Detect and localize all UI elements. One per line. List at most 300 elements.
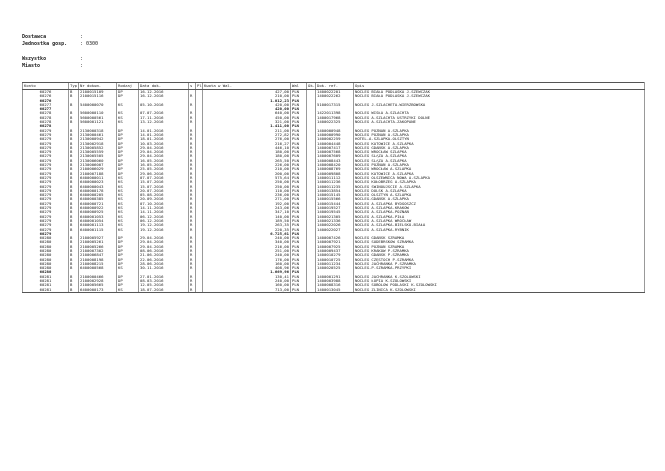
miasto-value: :	[80, 63, 84, 69]
cell-rodz: DP	[117, 129, 139, 133]
cell-s: R	[189, 283, 196, 287]
wszystko-label: Wszystko	[22, 56, 47, 62]
cell-s: R	[189, 189, 196, 193]
cell-wal: PLN	[291, 146, 307, 150]
cell-kwota: 220,35	[203, 228, 291, 232]
cell-nr: 6400000173	[79, 288, 117, 293]
cell-typ: B	[69, 150, 79, 154]
cell-nr: 2100015109	[79, 90, 117, 95]
cell-ref: 1400004448	[316, 142, 354, 146]
cell-wal: PLN	[291, 103, 307, 107]
cell-nr: 5400000070	[79, 103, 117, 107]
cell-opis: NOCLEG-P.SZRAMKA-PRZYPKI	[354, 266, 645, 270]
cell-ref: 1400011112	[316, 176, 354, 180]
cell-opis: NOCLEG A.SZLAPKA-PIŁA	[354, 215, 645, 219]
cell-kwota: 240,00	[203, 236, 291, 240]
cell-kwota: 420,00	[203, 107, 291, 111]
cell-data: 25.05.2016	[139, 167, 189, 171]
cell-wal: PLN	[291, 150, 307, 154]
cell-wal: PLN	[291, 137, 307, 141]
cell-data: 27.01.2016	[139, 275, 189, 279]
cell-wal: PLN	[291, 223, 307, 227]
cell-s: R	[189, 111, 196, 115]
cell-ref: 1400009808	[316, 172, 354, 176]
cell-data: 20.07.2016	[139, 189, 189, 193]
cell-ref: 1400021305	[316, 215, 354, 219]
cell-ref: 1400008420	[316, 163, 354, 167]
cell-konto: 60279	[23, 219, 69, 223]
cell-rodz: DP	[117, 154, 139, 158]
cell-data: 29.04.2016	[139, 245, 189, 249]
cell-data: 19.12.2016	[139, 228, 189, 232]
cell-ref: 1400010725	[316, 258, 354, 262]
col-nr: Nr dokum.	[79, 83, 117, 90]
wszystko-value: :	[80, 56, 84, 62]
cell-rodz: DP	[117, 94, 139, 98]
cell-opis: NOCLEG SUDEBRSKÓW SZRAMKA	[354, 240, 645, 244]
cell-kwota: 160,00	[203, 283, 291, 287]
table-header-row	[23, 83, 645, 90]
cell-kwota: 210,00	[203, 94, 291, 98]
cell-wal: PLN	[291, 193, 307, 197]
cell-data: 16.05.2016	[139, 159, 189, 163]
cell-opis: NOCLEG KRAKÓW P.SZRAMKA	[354, 249, 645, 253]
cell-opis: NOCLEG KATOWICE A.SZLAPKA	[354, 172, 645, 176]
cell-kwota: 176,00	[203, 258, 291, 262]
cell-ref: 1400019545	[316, 210, 354, 214]
cell-wal: PLN	[291, 197, 307, 201]
cell-wal: PLN	[291, 245, 307, 249]
col-data: Data dok.	[139, 83, 189, 90]
cell-data: 29.04.2016	[139, 236, 189, 240]
cell-wal: PLN	[291, 163, 307, 167]
cell-rodz: DP	[117, 245, 139, 249]
cell-konto: 60281	[23, 279, 69, 283]
cell-rodz: KS	[117, 193, 139, 197]
cell-ref: 1400022262	[316, 94, 354, 98]
cell-kwota: 321,00	[203, 120, 291, 124]
cell-kwota: 210,00	[203, 167, 291, 171]
cell-konto: 60280	[23, 262, 69, 266]
cell-opis: NOCLEG A.SZLAPKA-POZNAŃ	[354, 210, 645, 214]
cell-konto: 60280	[23, 258, 69, 262]
cell-wal: PLN	[291, 111, 307, 115]
cell-opis: NOCLEG GDAŃSK P.SZRAMKA	[354, 253, 645, 257]
cell-nr: 6400001115	[79, 228, 117, 232]
cell-s: R	[189, 133, 196, 137]
cell-rodz: KS	[117, 103, 139, 107]
cell-konto: 60279	[23, 197, 69, 201]
cell-typ: B	[69, 197, 79, 201]
cell-typ: B	[69, 172, 79, 176]
cell-ref: 1400007426	[316, 236, 354, 240]
cell-kwota: 276,00	[203, 137, 291, 141]
cell-konto: 60279	[23, 180, 69, 184]
cell-s: R	[189, 167, 196, 171]
cell-nr: 2100005927	[79, 236, 117, 240]
cell-typ: B	[69, 283, 79, 287]
cell-rodz: KS	[117, 210, 139, 214]
cell-opis: HOTEL-A.SZLAPKA-OLSZTYN	[354, 137, 645, 141]
cell-ref: 1400007417	[316, 146, 354, 150]
cell-rodz: KS	[117, 219, 139, 223]
cell-kwota: 180,00	[203, 150, 291, 154]
cell-typ: B	[69, 146, 79, 150]
cell-ref: 1400002259	[316, 137, 354, 141]
cell-data: 29.04.2016	[139, 154, 189, 158]
cell-rodz: KS	[117, 116, 139, 120]
cell-data: 16.05.2016	[139, 163, 189, 167]
cell-data: 06.12.2016	[139, 219, 189, 223]
cell-rodz: DP	[117, 240, 139, 244]
cell-konto: 60279	[23, 189, 69, 193]
cell-wal: PLN	[291, 142, 307, 146]
cell-ref: 1400011235	[316, 185, 354, 189]
cell-nr: 5600000561	[79, 116, 117, 120]
cell-wal: PLN	[291, 288, 307, 293]
cell-wal: PLN	[291, 206, 307, 210]
cell-kwota: 180,00	[203, 154, 291, 158]
cell-s: R	[189, 253, 196, 257]
cell-ref: 1400022026	[316, 223, 354, 227]
cell-konto: 60277	[23, 103, 69, 107]
cell-typ: B	[69, 215, 79, 219]
cell-wal: PLN	[291, 266, 307, 270]
cell-kwota: 189,50	[203, 219, 291, 223]
cell-konto: 60280	[23, 266, 69, 270]
cell-opis: NOCLEG DOLSK A.SZLAPKA	[354, 189, 645, 193]
cell-opis: NOCLEG CZĘSTOCH P.SZRAMKA	[354, 258, 645, 262]
cell-kwota: 216,27	[203, 142, 291, 146]
cell-kwota: 192,00	[203, 202, 291, 206]
cell-nr: 2130000942	[79, 137, 117, 141]
cell-s: R	[189, 210, 196, 214]
cell-nr: 2130005852	[79, 146, 117, 150]
cell-ref: 1400015145	[316, 193, 354, 197]
cell-s: R	[189, 94, 196, 98]
cell-opis: NOCLEG A.SZLAPKA-RYBNIK	[354, 228, 645, 232]
cell-kwota: 211,00	[203, 129, 291, 133]
cell-wal: PLN	[291, 94, 307, 98]
cell-nr: 2130006060	[79, 159, 117, 163]
cell-kwota: 446,10	[203, 146, 291, 150]
cell-s: R	[189, 249, 196, 253]
cell-data: 16.12.2016	[139, 90, 189, 95]
cell-konto: 60279	[23, 210, 69, 214]
cell-s: R	[189, 142, 196, 146]
cell-wal: PLN	[291, 228, 307, 232]
cell-opis: NOCLEG JACHRANKA P.SZRAMKA	[354, 262, 645, 266]
cell-opis: NOCLEG GDAŃSK SZRAMKA	[354, 236, 645, 240]
cell-data: 20.09.2016	[139, 197, 189, 201]
cell-nr: 5600000110	[79, 111, 117, 115]
cell-rodz: KS	[117, 202, 139, 206]
cell-rodz: DP	[117, 137, 139, 141]
cell-s: R	[189, 154, 196, 158]
cell-rodz: DP	[117, 172, 139, 176]
cell-kwota: 713,00	[203, 288, 291, 293]
cell-konto: 60279	[23, 172, 69, 176]
col-typ: Typ	[70, 82, 78, 88]
cell-rodz: DP	[117, 283, 139, 287]
col-wal: Wal	[291, 83, 307, 90]
cell-typ: B	[69, 176, 79, 180]
cell-wal: PLN	[291, 185, 307, 189]
cell-data: 30.11.2016	[139, 266, 189, 270]
cell-ref: 1400009437	[316, 249, 354, 253]
cell-ref: 1422011398	[316, 111, 354, 115]
cell-s: R	[189, 275, 196, 279]
cell-rodz: DP	[117, 275, 139, 279]
cell-kwota: 1.012,23	[203, 99, 291, 103]
cell-rodz: DP	[117, 90, 139, 95]
cell-typ: B	[69, 206, 79, 210]
col-rodzaj: Rodzaj	[117, 83, 139, 90]
cell-typ: B	[69, 223, 79, 227]
cell-ref: 1400015566	[316, 197, 354, 201]
cell-data: 07.07.2016	[139, 111, 189, 115]
cell-opis: NOCLEG WISŁA A.SZLACHTA	[354, 111, 645, 115]
cell-s: R	[189, 262, 196, 266]
col-konto: Konto	[23, 83, 69, 90]
cell-kwota: 265,50	[203, 159, 291, 163]
cell-data: 14.11.2016	[139, 206, 189, 210]
col-opis: Opis	[354, 83, 645, 90]
cell-opis: NOCLEG WROCŁAW A.SZLAPKA	[354, 167, 645, 171]
cell-konto: 60278	[23, 124, 69, 128]
cell-kwota: 251,00	[203, 249, 291, 253]
cell-data: 15.07.2016	[139, 180, 189, 184]
cell-typ: B	[69, 279, 79, 283]
cell-typ: B	[69, 167, 79, 171]
cell-nr: 2130005505	[79, 154, 117, 158]
col-kwota: Kwota w Wal.	[203, 83, 291, 90]
cell-ref: 1400008443	[316, 159, 354, 163]
cell-wal: PLN	[291, 270, 307, 274]
cell-kwota: 450,00	[203, 116, 291, 120]
cell-opis: NOCLEG ŁOPIA K.SZOLOWSKI	[354, 279, 645, 283]
cell-s: R	[189, 193, 196, 197]
cell-nr: 2100008215	[79, 262, 117, 266]
cell-konto: 60280	[23, 236, 69, 240]
cell-wal: PLN	[291, 129, 307, 133]
cell-rodz: KS	[117, 266, 139, 270]
cell-opis: NOCLEG A.SZLAPKA-BIELSKO-BIAŁA	[354, 223, 645, 227]
cell-rodz: DP	[117, 133, 139, 137]
cell-s: R	[189, 223, 196, 227]
cell-nr: 6400000011	[79, 176, 117, 180]
cell-konto: 60279	[23, 185, 69, 189]
cell-konto: 60279	[23, 167, 69, 171]
cell-rodz: DP	[117, 236, 139, 240]
cell-konto: 60279	[23, 223, 69, 227]
cell-ref: 1400000990	[316, 133, 354, 137]
cell-rodz: DP	[117, 279, 139, 283]
cell-wal: PLN	[291, 133, 307, 137]
cell-ref: 1400013854	[316, 189, 354, 193]
cell-wal: PLN	[291, 167, 307, 171]
cell-wal: PLN	[291, 99, 307, 103]
cell-kwota: 340,00	[203, 240, 291, 244]
cell-nr: 2100002928	[79, 279, 117, 283]
cell-wal: PLN	[291, 240, 307, 244]
cell-nr: 2100000466	[79, 275, 117, 279]
cell-typ: B	[69, 111, 79, 115]
cell-nr: 2100006847	[79, 253, 117, 257]
cell-data: 05.08.2016	[139, 193, 189, 197]
cell-opis: NOCLEG KATOWICE A.SZLAPKA	[354, 142, 645, 146]
cell-s: R	[189, 236, 196, 240]
cell-s: R	[189, 219, 196, 223]
cell-opis: NOCLEG POZNAŃ A.SZLAPKA	[354, 133, 645, 137]
cell-wal: PLN	[291, 116, 307, 120]
cell-nr: 6400001113	[79, 223, 117, 227]
cell-typ: B	[69, 258, 79, 262]
cell-kwota: 243,06	[203, 206, 291, 210]
cell-rodz: KS	[117, 180, 139, 184]
cell-wal: PLN	[291, 236, 307, 240]
cell-wal: PLN	[291, 159, 307, 163]
cell-typ: B	[69, 137, 79, 141]
cell-ref: 1400017968	[316, 116, 354, 120]
cell-s: R	[189, 176, 196, 180]
cell-typ: B	[69, 202, 79, 206]
cell-data: 07.10.2016	[139, 202, 189, 206]
cell-s: R	[189, 206, 196, 210]
cell-data: 17.11.2016	[139, 116, 189, 120]
cell-nr: 6400000922	[79, 206, 117, 210]
cell-typ: B	[69, 245, 79, 249]
cell-typ: B	[69, 266, 79, 270]
cell-konto: 60279	[23, 129, 69, 133]
cell-s: R	[189, 146, 196, 150]
cell-kwota: 1.411,00	[203, 124, 291, 128]
cell-typ: B	[69, 189, 79, 193]
cell-nr: 2100006029	[79, 167, 117, 171]
cell-konto: 60281	[23, 275, 69, 279]
cell-data: 08.06.2016	[139, 249, 189, 253]
cell-konto: 60276	[23, 99, 69, 103]
cell-opis: NOCLEG POZNAŃ SZRAMKA	[354, 245, 645, 249]
cell-konto: 60276	[23, 94, 69, 98]
cell-wal: PLN	[291, 210, 307, 214]
cell-ref: 1400022325	[316, 120, 354, 124]
cell-nr: 6400000721	[79, 202, 117, 206]
cell-rodz: DP	[117, 146, 139, 150]
cell-wal: PLN	[291, 189, 307, 193]
cell-data: 29.04.2016	[139, 240, 189, 244]
cell-konto: 60281	[23, 283, 69, 287]
cell-kwota: 140,00	[203, 215, 291, 219]
cell-s: R	[189, 258, 196, 262]
cell-kwota: 1.669,96	[203, 270, 291, 274]
cell-nr: 2100005261	[79, 240, 117, 244]
cell-s: R	[189, 240, 196, 244]
cell-ref: 1400007921	[316, 240, 354, 244]
cell-wal: PLN	[291, 279, 307, 283]
cell-data: 14.01.2016	[139, 129, 189, 133]
cell-kwota: 226,00	[203, 163, 291, 167]
cell-wal: PLN	[291, 172, 307, 176]
cell-ref: 1400015444	[316, 202, 354, 206]
cell-typ: B	[69, 185, 79, 189]
ledger-table	[22, 82, 645, 293]
cell-data: 05.10.2016	[139, 103, 189, 107]
cell-typ: B	[69, 253, 79, 257]
cell-rodz: DP	[117, 159, 139, 163]
cell-nr: 2100007188	[79, 172, 117, 176]
cell-data: 19.12.2016	[139, 223, 189, 227]
cell-wal: PLN	[291, 176, 307, 180]
cell-data: 28.06.2016	[139, 262, 189, 266]
cell-ref: 1400008316	[316, 283, 354, 287]
cell-ref: 1400020525	[316, 266, 354, 270]
cell-rodz: KS	[117, 206, 139, 210]
cell-rodz: DP	[117, 163, 139, 167]
cell-ref: 1400011234	[316, 262, 354, 266]
cell-nr: 2100015116	[79, 94, 117, 98]
cell-konto: 60279	[23, 228, 69, 232]
cell-konto: 60279	[23, 202, 69, 206]
cell-wal: PLN	[291, 232, 307, 236]
cell-konto: 60278	[23, 116, 69, 120]
cell-konto: 60280	[23, 249, 69, 253]
cell-nr: 6400000385	[79, 197, 117, 201]
cell-typ: B	[69, 129, 79, 133]
cell-typ: B	[69, 193, 79, 197]
dostawca-label: Dostawca	[22, 34, 47, 40]
cell-rodz: KS	[117, 111, 139, 115]
cell-data: 06.12.2016	[139, 215, 189, 219]
cell-wal: PLN	[291, 258, 307, 262]
cell-data: 18.01.2016	[139, 137, 189, 141]
cell-konto: 60279	[23, 206, 69, 210]
cell-kwota: 130,41	[203, 275, 291, 279]
cell-opis: NOCLEG A.SZLAPKA WROCŁAW	[354, 219, 645, 223]
cell-s: R	[189, 279, 196, 283]
cell-ref: 1400003988	[316, 279, 354, 283]
cell-opis: NOCLEG POZNAŃ A.SZLAPKA	[354, 163, 645, 167]
cell-kwota: 272,82	[203, 133, 291, 137]
cell-s: R	[189, 202, 196, 206]
cell-data: 12.05.2016	[139, 283, 189, 287]
cell-wal: PLN	[291, 215, 307, 219]
cell-ref: 5100017315	[316, 103, 354, 107]
cell-konto: 60279	[23, 159, 69, 163]
cell-data: 15.07.2016	[139, 185, 189, 189]
cell-nr: 2130005559	[79, 150, 117, 154]
cell-typ: B	[69, 249, 79, 253]
cell-typ: B	[69, 236, 79, 240]
cell-kwota: 640,00	[203, 111, 291, 115]
cell-konto: 60279	[23, 232, 69, 236]
cell-konto: 60280	[23, 253, 69, 257]
cell-typ: B	[69, 210, 79, 214]
cell-kwota: 408,96	[203, 266, 291, 270]
cell-rodz: DP	[117, 150, 139, 154]
cell-opis: NOCLEG ŚLĄZA A.SZLAPKA	[354, 154, 645, 158]
cell-rodz: DP	[117, 253, 139, 257]
col-s: s	[189, 83, 196, 90]
cell-data: 13.12.2016	[139, 120, 189, 124]
cell-kwota: 240,00	[203, 279, 291, 283]
cell-rodz: DP	[117, 142, 139, 146]
miasto-label: Miasto	[22, 63, 41, 69]
cell-kwota: 240,00	[203, 253, 291, 257]
cell-wal: PLN	[291, 107, 307, 111]
dostawca-value: :	[80, 34, 84, 40]
cell-data: 29.04.2016	[139, 146, 189, 150]
